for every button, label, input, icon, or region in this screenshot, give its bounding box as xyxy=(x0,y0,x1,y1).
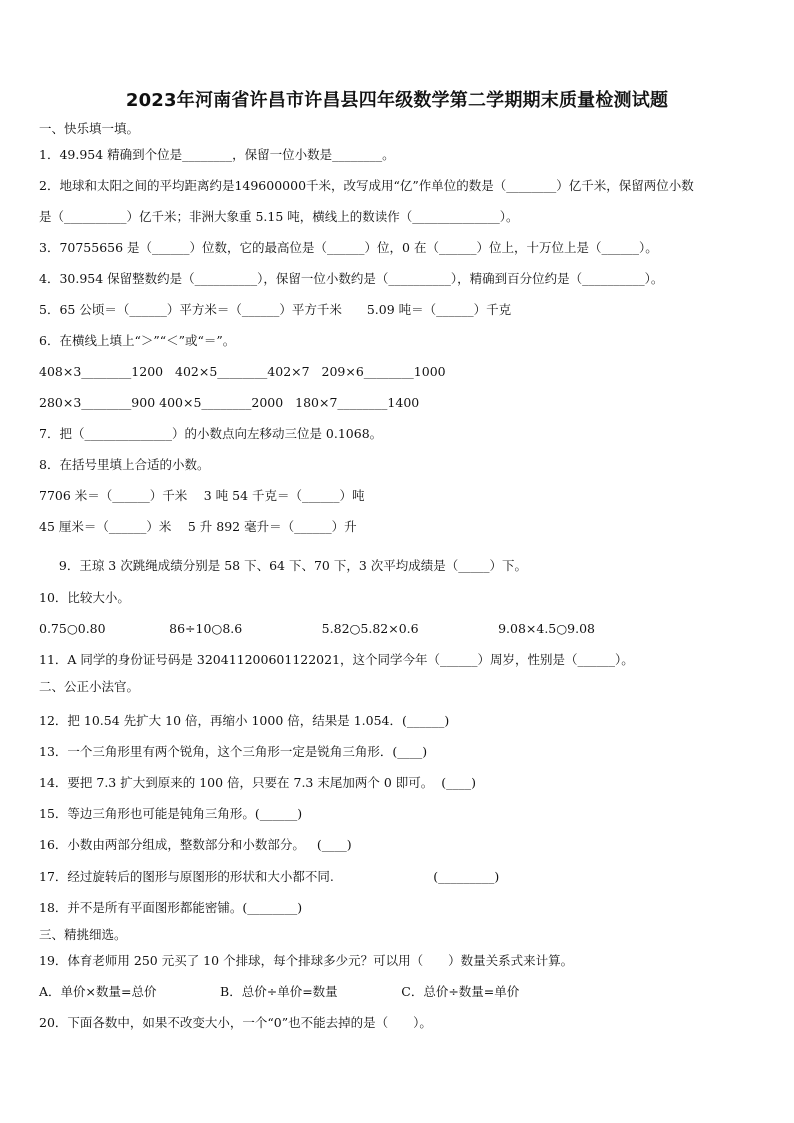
section-heading-1: 一、快乐填一填。 xyxy=(39,121,140,136)
question-10-row: 0.75○0.80 86÷10○8.6 5.82○5.82×0.6 9.08×4.5○9.08 xyxy=(39,621,595,636)
question-5: 5．65 公顷＝（______）平方米＝（______）平方千米 5.09 吨＝（______）千克 xyxy=(39,302,512,317)
question-2-line-1: 2．地球和太阳之间的平均距离约是149600000千米，改写成用“亿”作单位的数是（________）亿千米，保留两位小数 xyxy=(39,178,694,193)
question-12: 12．把 10.54 先扩大 10 倍，再缩小 1000 倍，结果是 1.054．(______) xyxy=(39,713,450,728)
question-6-row-1: 408×3________1200 402×5________402×7 209×6________1000 xyxy=(39,364,446,379)
question-2-line-2: 是（__________）亿千米；非洲大象重 5.15 吨，横线上的数读作（______________）。 xyxy=(39,209,519,224)
page-title: 2023年河南省许昌市许昌县四年级数学第二学期期末质量检测试题 xyxy=(125,90,669,111)
question-8: 8．在括号里填上合适的小数。 xyxy=(39,457,210,472)
question-20: 20．下面各数中，如果不改变大小，一个“0”也不能去掉的是（ ）。 xyxy=(39,1015,432,1030)
question-3: 3．70755656 是（______）位数，它的最高位是（______）位，0 在（______）位上，十万位上是（______）。 xyxy=(39,240,658,255)
question-10: 10．比较大小。 xyxy=(39,590,130,605)
question-16: 16．小数由两部分组成，整数部分和小数部分。 (____) xyxy=(39,837,352,852)
section-heading-2: 二、公正小法官。 xyxy=(39,679,140,694)
question-13: 13．一个三角形里有两个锐角，这个三角形一定是锐角三角形．(____) xyxy=(39,744,428,759)
question-19-options: A．单价×数量=总价 B．总价÷单价=数量 C．总价÷数量=单价 xyxy=(39,984,520,999)
question-6-row-2: 280×3________900 400×5________2000 180×7________1400 xyxy=(39,395,420,410)
question-8-row-2: 45 厘米＝（______）米 5 升 892 毫升＝（______）升 xyxy=(39,519,357,534)
question-1: 1．49.954 精确到个位是________，保留一位小数是________。 xyxy=(39,147,395,162)
question-18: 18．并不是所有平面图形都能密铺。(________) xyxy=(39,900,303,915)
question-4: 4．30.954 保留整数约是（__________），保留一位小数约是（__________），精确到百分位约是（__________）。 xyxy=(39,271,664,286)
question-9: 9．王琼 3 次跳绳成绩分别是 58 下、64 下、70 下，3 次平均成绩是（_____）下。 xyxy=(39,558,528,573)
section-heading-3: 三、精挑细选。 xyxy=(39,927,127,942)
question-17: 17．经过旋转后的图形与原图形的形状和大小都不同. (_________) xyxy=(39,869,500,884)
question-8-row-1: 7706 米＝（______）千米 3 吨 54 千克＝（______）吨 xyxy=(39,488,365,503)
question-6: 6．在横线上填上“＞”“＜”或“＝”。 xyxy=(39,333,236,348)
question-15: 15．等边三角形也可能是钝角三角形。(______) xyxy=(39,806,303,821)
question-14: 14．要把 7.3 扩大到原来的 100 倍，只要在 7.3 末尾加两个 0 即可。 (____) xyxy=(39,775,476,790)
question-7: 7．把（______________）的小数点向左移动三位是 0.1068。 xyxy=(39,426,383,441)
question-11: 11．A 同学的身份证号码是 320411200601122021，这个同学今年（______）周岁，性别是（______）。 xyxy=(39,652,634,667)
question-19: 19．体育老师用 250 元买了 10 个排球，每个排球多少元？可以用（ ）数量关系式来计算。 xyxy=(39,953,574,968)
